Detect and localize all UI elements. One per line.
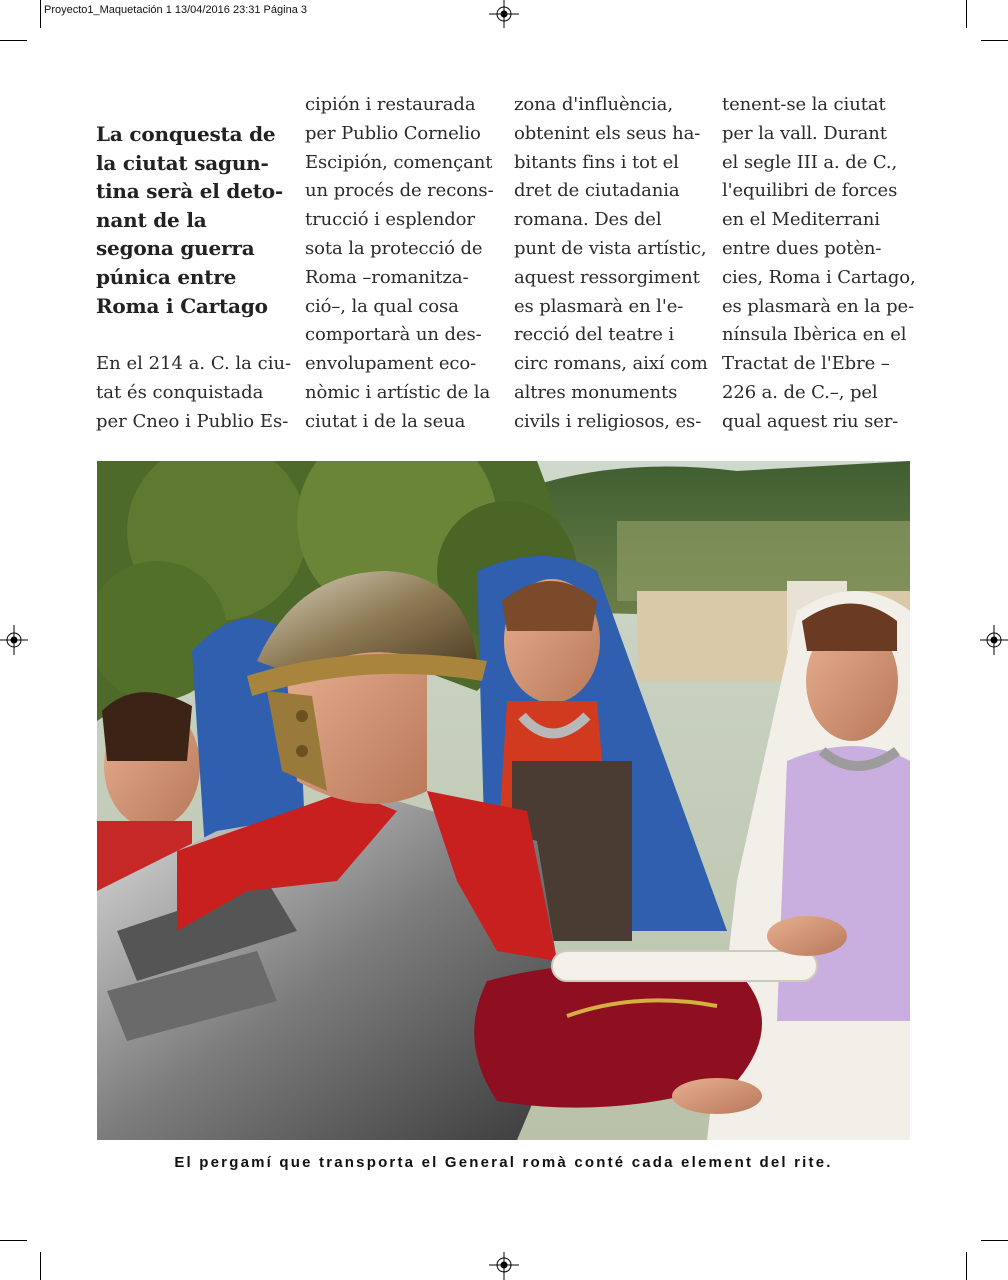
registration-mark-right-icon bbox=[978, 625, 1008, 655]
text-line: dret de ciutadania bbox=[514, 180, 680, 202]
text-line: ciutat i de la seua bbox=[305, 410, 466, 432]
text-line: l'equilibri de forces bbox=[722, 180, 898, 202]
photo-caption: El pergamí que transporta el General romà conté cada element del rite. bbox=[174, 1154, 833, 1171]
slug-line: Proyecto1_Maquetación 1 13/04/2016 23:31 Página 3 bbox=[44, 4, 307, 16]
crop-mark-bottom-right-v bbox=[966, 1252, 967, 1280]
crop-mark-top-left-v bbox=[40, 0, 41, 28]
crop-mark-top-right-h bbox=[981, 40, 1008, 41]
text-line: cies, Roma i Cartago, bbox=[722, 266, 916, 288]
text-line: entre dues potèn- bbox=[722, 237, 882, 259]
text-line: altres monuments bbox=[514, 381, 678, 403]
text-line: per la vall. Durant bbox=[722, 122, 887, 144]
text-column-4 bbox=[722, 91, 918, 437]
text-line: comportarà un des- bbox=[305, 324, 482, 346]
text-column-2 bbox=[305, 91, 501, 437]
crop-mark-bottom-left-v bbox=[40, 1252, 41, 1280]
text-line: nòmic i artístic de la bbox=[305, 381, 491, 403]
heading-line: la ciutat sagun- bbox=[96, 150, 269, 175]
text-line: en el Mediterrani bbox=[722, 209, 880, 231]
text-line: aquest ressorgiment bbox=[514, 266, 700, 288]
text-line: recció del teatre i bbox=[514, 324, 675, 346]
text-line: bitants fins i tot el bbox=[514, 151, 679, 173]
crop-mark-bottom-left-h bbox=[0, 1240, 27, 1241]
text-line: Escipión, començant bbox=[305, 151, 493, 173]
text-line: Tractat de l'Ebre – bbox=[722, 353, 890, 375]
text-line: nínsula Ibèrica en el bbox=[722, 324, 907, 346]
registration-mark-top-icon bbox=[489, 0, 519, 30]
text-line: es plasmarà en l'e- bbox=[514, 295, 684, 317]
text-line: En el 214 a. C. la ciu- bbox=[96, 353, 292, 374]
text-line: tat és conquistada bbox=[96, 381, 264, 403]
text-column-3 bbox=[514, 91, 710, 437]
crop-mark-bottom-right-h bbox=[981, 1240, 1008, 1241]
photo-illustration bbox=[97, 461, 910, 1140]
heading-line: púnica entre bbox=[96, 264, 237, 289]
text-line: 226 a. de C.–, pel bbox=[722, 381, 878, 403]
text-line: zona d'influència, bbox=[514, 94, 673, 115]
text-line: obtenint els seus ha- bbox=[514, 122, 701, 144]
text-line: es plasmarà en la pe- bbox=[722, 295, 915, 317]
text-line: circ romans, així com bbox=[514, 353, 708, 375]
text-line: punt de vista artístic, bbox=[514, 237, 707, 259]
heading-line: nant de la bbox=[96, 207, 207, 232]
text-line: civils i religiosos, es- bbox=[514, 410, 702, 432]
heading-line: La conquesta de bbox=[96, 122, 276, 146]
text-line: sota la protecció de bbox=[305, 237, 483, 259]
text-line: envolupament eco- bbox=[305, 353, 477, 375]
text-line: per Cneo i Publio Es- bbox=[96, 410, 289, 432]
text-line: ció–, la qual cosa bbox=[305, 295, 459, 317]
text-line: romana. Des del bbox=[514, 209, 662, 231]
heading-line: Roma i Cartago bbox=[96, 293, 268, 318]
text-line: cipión i restaurada bbox=[305, 94, 476, 115]
crop-mark-top-left-h bbox=[0, 40, 27, 41]
text-line: el segle III a. de C., bbox=[722, 151, 898, 173]
registration-mark-left-icon bbox=[0, 625, 30, 655]
text-line: qual aquest riu ser- bbox=[722, 410, 899, 432]
registration-mark-bottom-icon bbox=[489, 1250, 519, 1280]
article-heading bbox=[96, 120, 286, 320]
text-line: trucció i esplendor bbox=[305, 209, 475, 231]
text-line: tenent-se la ciutat bbox=[722, 94, 886, 115]
text-line: un procés de recons- bbox=[305, 180, 494, 202]
text-line: per Publio Cornelio bbox=[305, 122, 481, 144]
article-photo bbox=[97, 461, 910, 1140]
article-lead-paragraph bbox=[96, 350, 292, 436]
crop-mark-top-right-v bbox=[966, 0, 967, 28]
text-line: Roma –romanitza- bbox=[305, 266, 469, 288]
heading-line: segona guerra bbox=[96, 236, 255, 261]
heading-line: tina serà el deto- bbox=[96, 179, 284, 204]
